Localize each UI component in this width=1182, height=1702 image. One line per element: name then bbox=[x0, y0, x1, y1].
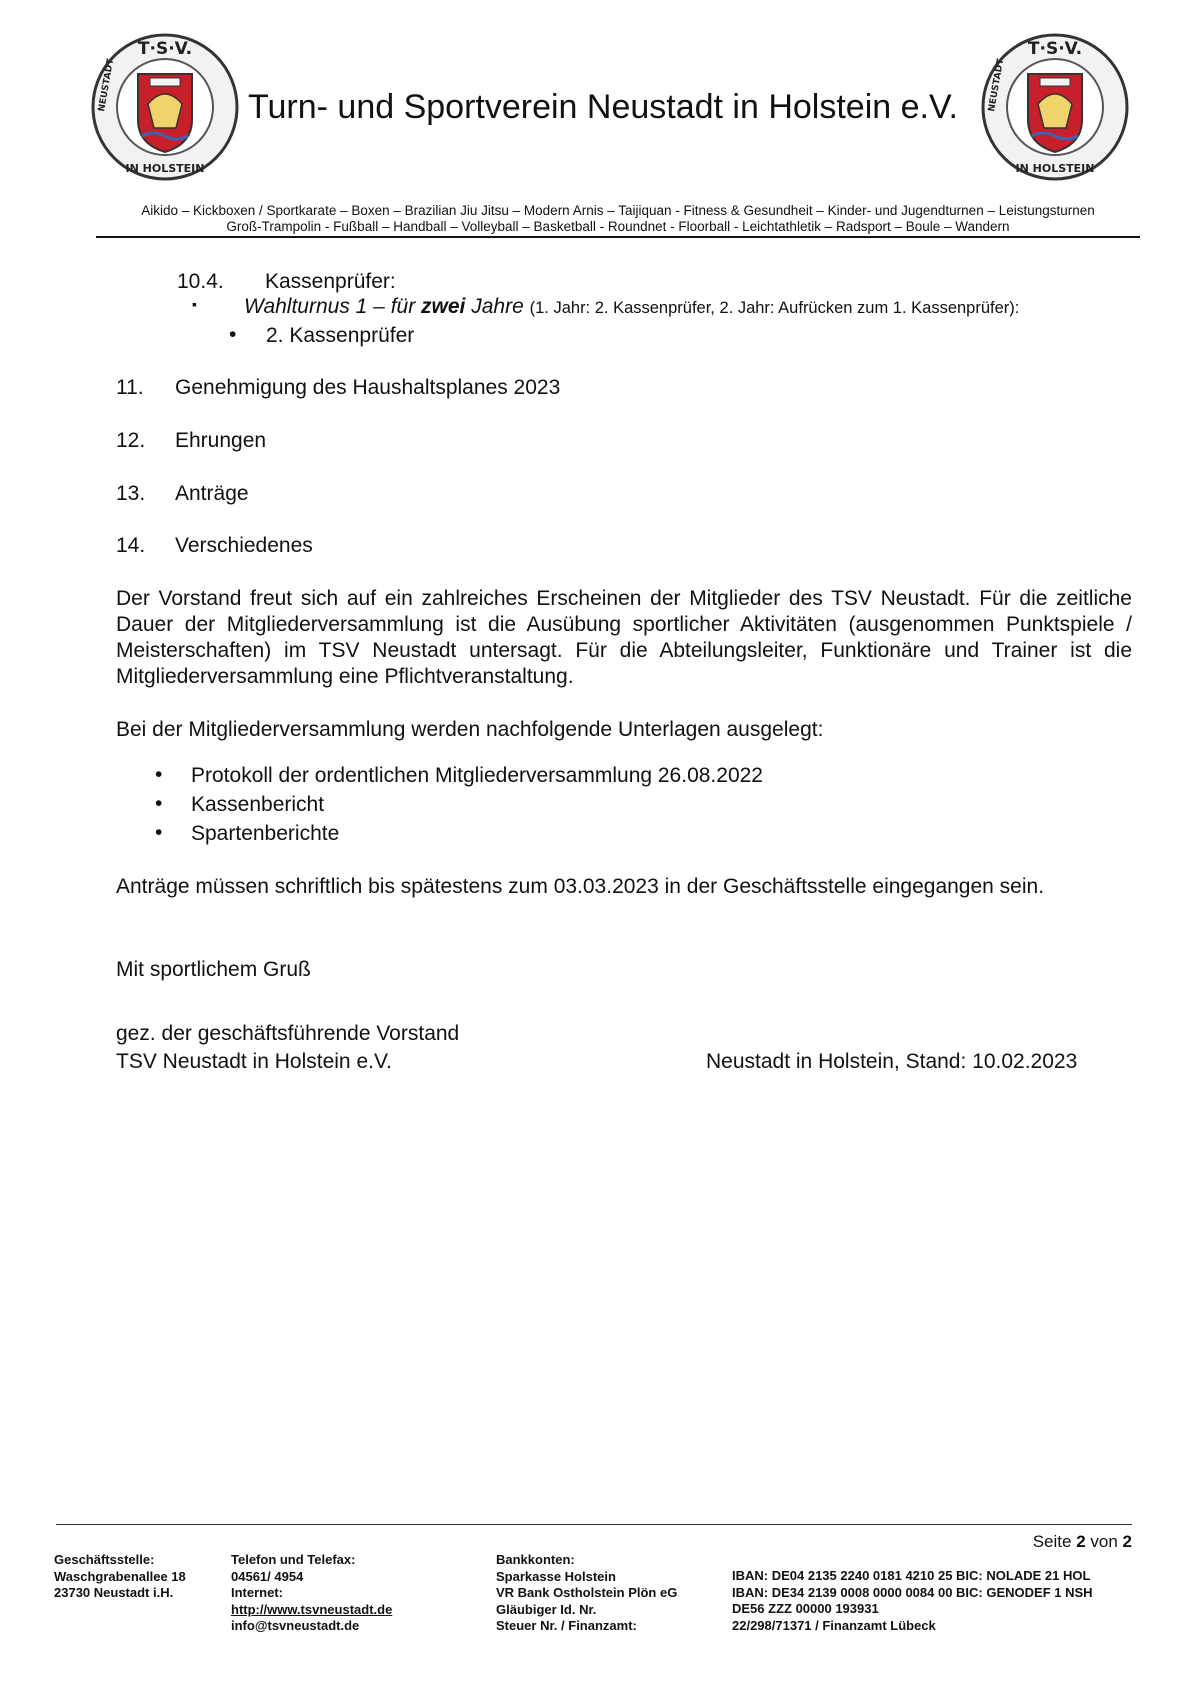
greeting: Mit sportlichem Gruß bbox=[116, 958, 311, 981]
creditor-label: Gläubiger Id. Nr. bbox=[496, 1601, 597, 1617]
bank-name: Sparkasse Holstein bbox=[496, 1568, 616, 1584]
office-city: 23730 Neustadt i.H. bbox=[54, 1585, 174, 1600]
website-link[interactable]: http://www.tsvneustadt.de bbox=[231, 1601, 393, 1617]
turnus-italic-a: Wahlturnus 1 – für bbox=[244, 295, 422, 318]
logo-text-left: NEUSTADT bbox=[97, 58, 117, 113]
phone-number: 04561/ 4954 bbox=[231, 1568, 304, 1584]
page-current: 2 bbox=[1076, 1532, 1086, 1551]
club-logo-left bbox=[90, 32, 240, 182]
deadline-notice: Anträge müssen schriftlich bis spätestens zum 03.03.2023 in der Geschäftsstelle eingegangen sein. bbox=[116, 875, 1045, 898]
document-item: Kassenbericht bbox=[191, 793, 325, 816]
creditor-id: DE56 ZZZ 00000 193931 bbox=[732, 1601, 879, 1616]
logo-text-bottom: IN HOLSTEIN bbox=[125, 162, 205, 175]
office-heading: Geschäftsstelle: bbox=[54, 1552, 155, 1567]
club-logo-right bbox=[980, 32, 1130, 182]
agenda-sub-label: Kassenprüfer: bbox=[265, 270, 396, 293]
footer-contact bbox=[231, 1552, 392, 1635]
internet-label: Internet: bbox=[231, 1585, 283, 1600]
paragraph-documents-intro: Bei der Mitgliederversammlung werden nachfolgende Unterlagen ausgelegt: bbox=[116, 718, 824, 741]
office-street: Waschgrabenallee 18 bbox=[54, 1568, 186, 1584]
agenda-sub-bullet: 2. Kassenprüfer bbox=[266, 324, 415, 347]
logo-text-bottom: IN HOLSTEIN bbox=[1015, 162, 1095, 175]
agenda-item-label: Genehmigung des Haushaltsplanes 2023 bbox=[175, 376, 561, 399]
bullet-icon: • bbox=[155, 792, 163, 815]
tax-number: 22/298/71371 / Finanzamt Lübeck bbox=[732, 1617, 936, 1633]
signature-line1: gez. der geschäftsführende Vorstand bbox=[116, 1022, 460, 1045]
iban-line: IBAN: DE34 2139 0008 0000 0084 00 BIC: GENODEF 1 NSH bbox=[732, 1584, 1093, 1600]
footer-divider bbox=[56, 1524, 1132, 1525]
page-total: 2 bbox=[1122, 1532, 1132, 1551]
email-address[interactable]: info@tsvneustadt.de bbox=[231, 1618, 360, 1633]
paragraph-announcement: Der Vorstand freut sich auf ein zahlreiches Erscheinen der Mitglieder des TSV Neustadt. Für die zeitliche Dauer der Mitgliederversammlung ist die Ausübung sportlicher Aktivitäten (ausgenommen Punktspiele / Meisterschaften) im TSV Neustadt untersagt. Für die Abteilungsleiter, Funktionäre und Trainer ist die Mitgliederversammlung eine Pflichtveranstaltung. bbox=[116, 587, 1132, 688]
page-number bbox=[1033, 1532, 1132, 1552]
tax-label: Steuer Nr. / Finanzamt: bbox=[496, 1618, 637, 1633]
page-prefix: Seite bbox=[1032, 1532, 1077, 1551]
agenda-item-label: Ehrungen bbox=[175, 429, 267, 452]
bank-name: VR Bank Ostholstein Plön eG bbox=[496, 1585, 678, 1600]
agenda-item-label: Verschiedenes bbox=[175, 534, 313, 557]
logo-text-top: T·S·V. bbox=[137, 39, 193, 59]
bullet-icon: • bbox=[155, 821, 163, 844]
bank-heading: Bankkonten: bbox=[496, 1552, 575, 1567]
footer-office bbox=[54, 1552, 186, 1602]
iban-line: IBAN: DE04 2135 2240 0181 4210 25 BIC: NOLADE 21 HOL bbox=[732, 1568, 1091, 1583]
document-item: Spartenberichte bbox=[191, 822, 340, 845]
phone-heading: Telefon und Telefax: bbox=[231, 1552, 356, 1567]
agenda-item-label: Anträge bbox=[175, 482, 249, 505]
election-turnus bbox=[244, 295, 1019, 319]
logo-text-left: NEUSTADT bbox=[987, 58, 1007, 113]
page-middle: von bbox=[1085, 1532, 1123, 1551]
document-item: Protokoll der ordentlichen Mitgliederversammlung 26.08.2022 bbox=[191, 764, 763, 787]
bullet-icon: • bbox=[155, 763, 163, 786]
turnus-note: (1. Jahr: 2. Kassenprüfer, 2. Jahr: Aufrücken zum 1. Kassenprüfer): bbox=[529, 299, 1020, 317]
logo-text-top: T·S·V. bbox=[1027, 39, 1083, 59]
turnus-italic-b: Jahre bbox=[465, 295, 524, 318]
agenda-item-number: 13. bbox=[116, 482, 146, 505]
bullet-icon: • bbox=[229, 323, 237, 346]
footer-bank-details bbox=[732, 1568, 1093, 1634]
header-divider bbox=[96, 236, 1140, 238]
sports-list-line1: Aikido – Kickboxen / Sportkarate – Boxen – Brazilian Jiu Jitsu – Modern Arnis – Taijiquan - Fitness & Gesundheit – Kinder- und Jugendturnen – Leistungsturnen bbox=[141, 203, 1095, 218]
footer-banks bbox=[496, 1552, 677, 1635]
club-title: Turn- und Sportverein Neustadt in Holstein e.V. bbox=[248, 88, 958, 126]
place-date: Neustadt in Holstein, Stand: 10.02.2023 bbox=[706, 1050, 1078, 1073]
turnus-bold: zwei bbox=[421, 295, 466, 318]
agenda-item-number: 12. bbox=[116, 429, 146, 452]
agenda-item-number: 11. bbox=[116, 376, 144, 399]
agenda-sub-number: 10.4. bbox=[177, 270, 224, 293]
sports-list-line2: Groß-Trampolin - Fußball – Handball – Volleyball – Basketball - Roundnet - Floorball - Leichtathletik – Radsport – Boule – Wandern bbox=[226, 219, 1010, 234]
square-bullet-icon: ▪ bbox=[192, 296, 197, 312]
signature-line2: TSV Neustadt in Holstein e.V. bbox=[116, 1050, 392, 1073]
agenda-item-number: 14. bbox=[116, 534, 146, 557]
